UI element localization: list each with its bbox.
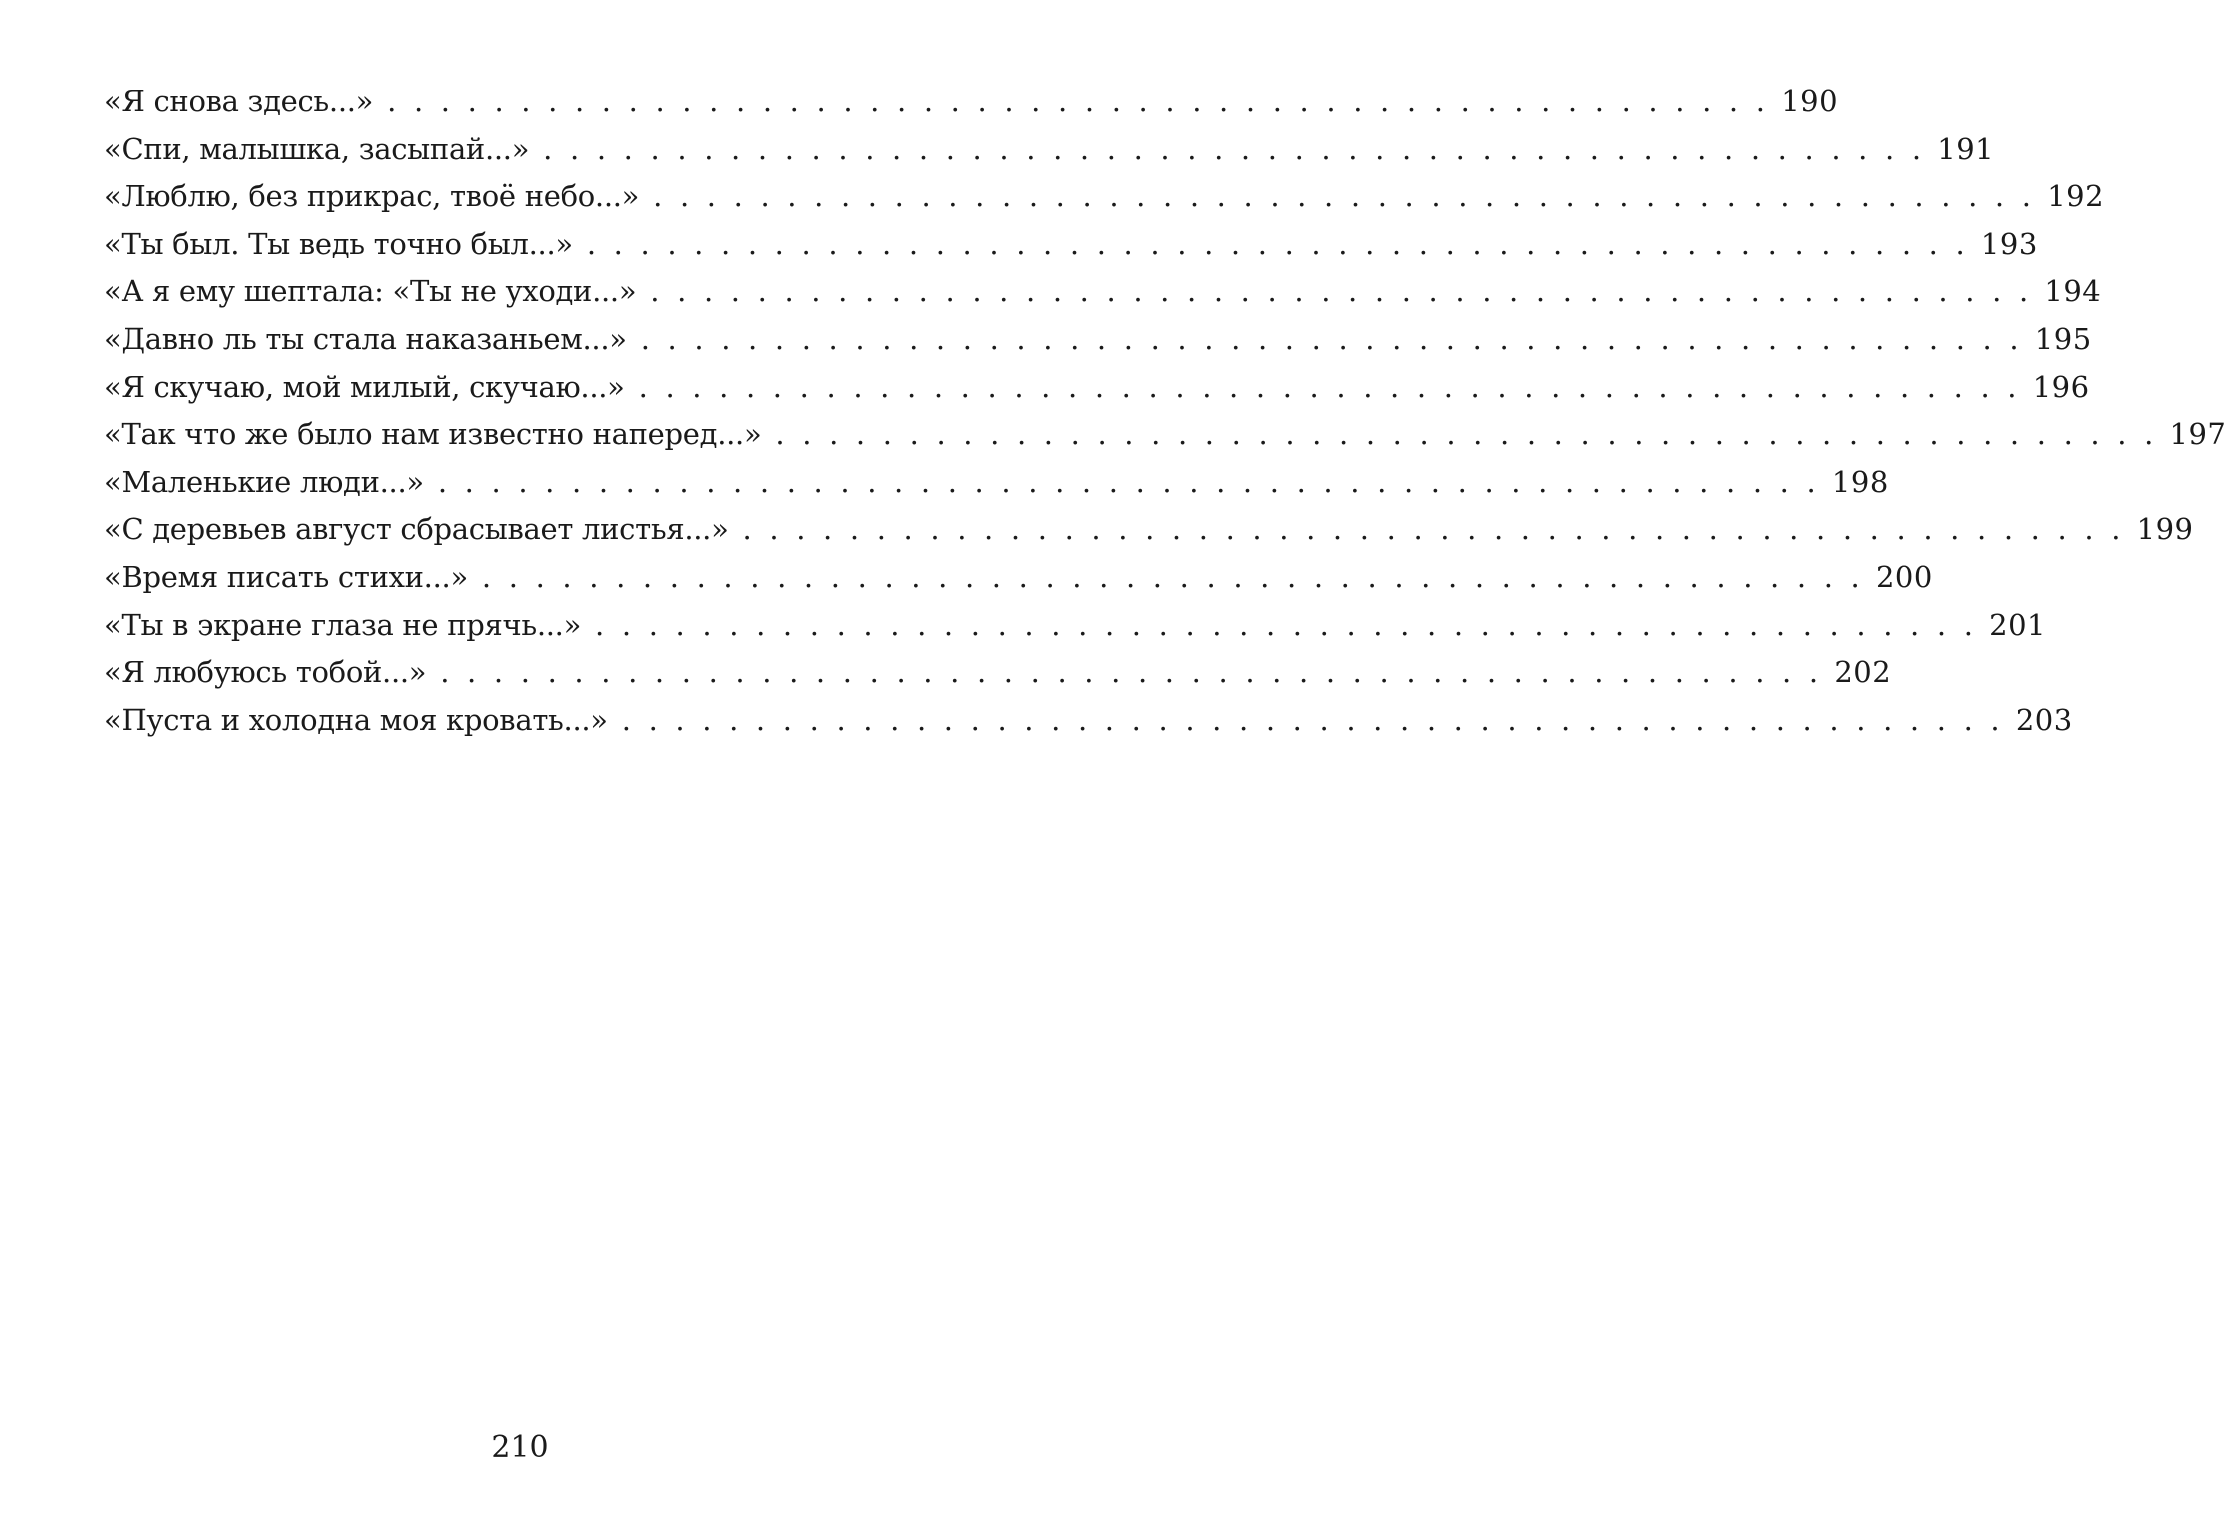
page-number: 210 [491,1430,549,1465]
toc-entry-title: «А я ему шептала: «Ты не уходи...» [104,274,637,309]
toc-dot-leader: . . . . . . . . . . . . . . . . . . . . . . . . . . . . . . . . . . . . . . . . . . . . . . . . . . . . [621,702,2004,737]
toc-dot-leader: . . . . . . . . . . . . . . . . . . . . . . . . . . . . . . . . . . . . . . . . . . . . . . . . . . . . [638,369,2021,404]
toc-entry-title: «Время писать стихи...» [104,559,468,594]
toc-entry [104,417,2226,465]
toc-entry-title: «Давно ль ты стала наказаньем...» [104,321,627,356]
toc-entry-page: 193 [1980,226,2038,261]
toc-entry [104,512,2194,560]
toc-entry [104,655,1892,703]
toc-entry [104,226,2038,275]
toc-entry [104,464,1889,513]
toc-entry [104,179,2105,227]
toc-entry-title: «Так что же было нам известно наперед...» [104,417,762,452]
toc-dot-leader: . . . . . . . . . . . . . . . . . . . . . . . . . . . . . . . . . . . . . . . . . . . . . . . . . . . . [653,179,2036,214]
toc-entry [104,559,1933,608]
toc-entry-title: «Пуста и холодна моя кровать...» [104,702,608,737]
toc-entry-title: «Я любуюсь тобой...» [104,655,427,690]
toc-entry [104,274,2102,322]
toc-dot-leader: . . . . . . . . . . . . . . . . . . . . . . . . . . . . . . . . . . . . . . . . . . . . . . . . . . . . [640,321,2023,356]
toc-dot-leader: . . . . . . . . . . . . . . . . . . . . . . . . . . . . . . . . . . . . . . . . . . . . . . . . . . . . [586,226,1969,261]
toc-entry-page: 203 [2015,702,2073,737]
toc-entry-page: 194 [2044,274,2102,309]
toc-dot-leader: . . . . . . . . . . . . . . . . . . . . . . . . . . . . . . . . . . . . . . . . . . . . . . . . . . . . [440,655,1823,690]
toc-entry-title: «Ты был. Ты ведь точно был...» [104,226,573,261]
toc-dot-leader: . . . . . . . . . . . . . . . . . . . . . . . . . . . . . . . . . . . . . . . . . . . . . . . . . . . . [387,84,1770,118]
toc-entry [104,131,1995,180]
table-of-contents [104,84,2226,750]
toc-dot-leader: . . . . . . . . . . . . . . . . . . . . . . . . . . . . . . . . . . . . . . . . . . . . . . . . . . . . [481,559,1864,594]
toc-entry-page: 197 [2169,417,2226,452]
toc-entry-page: 199 [2136,512,2194,547]
toc-entry-title: «С деревьев август сбрасывает листья...» [104,512,729,547]
toc-entry-page: 190 [1781,84,1839,118]
toc-entry-page: 192 [2047,179,2105,214]
toc-dot-leader: . . . . . . . . . . . . . . . . . . . . . . . . . . . . . . . . . . . . . . . . . . . . . . . . . . . . [595,607,1978,642]
toc-entry-page: 201 [1989,607,2046,642]
toc-entry-title: «Я скучаю, мой милый, скучаю...» [104,369,625,404]
toc-entry [104,321,2092,370]
toc-entry-title: «Маленькие люди...» [104,464,424,499]
toc-entry [104,369,2090,418]
toc-dot-leader: . . . . . . . . . . . . . . . . . . . . . . . . . . . . . . . . . . . . . . . . . . . . . . . . . . . . [543,131,1926,166]
toc-entry-page: 195 [2034,321,2092,356]
toc-entry-page: 200 [1875,559,1933,594]
toc-entry [104,702,2073,751]
toc-entry-title: «Спи, малышка, засыпай...» [104,131,530,166]
toc-entry-page: 202 [1834,655,1892,690]
toc-dot-leader: . . . . . . . . . . . . . . . . . . . . . . . . . . . . . . . . . . . . . . . . . . . . . . . . . . . . [437,464,1820,499]
toc-entry-page: 191 [1937,131,1995,166]
toc-entry-title: «Ты в экране глаза не прячь...» [104,607,582,642]
toc-dot-leader: . . . . . . . . . . . . . . . . . . . . . . . . . . . . . . . . . . . . . . . . . . . . . . . . . . . . [650,274,2033,309]
toc-entry-page: 196 [2032,369,2090,404]
toc-dot-leader: . . . . . . . . . . . . . . . . . . . . . . . . . . . . . . . . . . . . . . . . . . . . . . . . . . . . [775,417,2158,452]
toc-entry [104,84,1839,132]
toc-dot-leader: . . . . . . . . . . . . . . . . . . . . . . . . . . . . . . . . . . . . . . . . . . . . . . . . . . . . [742,512,2125,547]
toc-entry-page: 198 [1831,464,1889,499]
toc-entry-title: «Люблю, без прикрас, твоё небо...» [104,179,640,214]
toc-entry-title: «Я снова здесь...» [104,84,374,118]
toc-entry [104,607,2046,656]
